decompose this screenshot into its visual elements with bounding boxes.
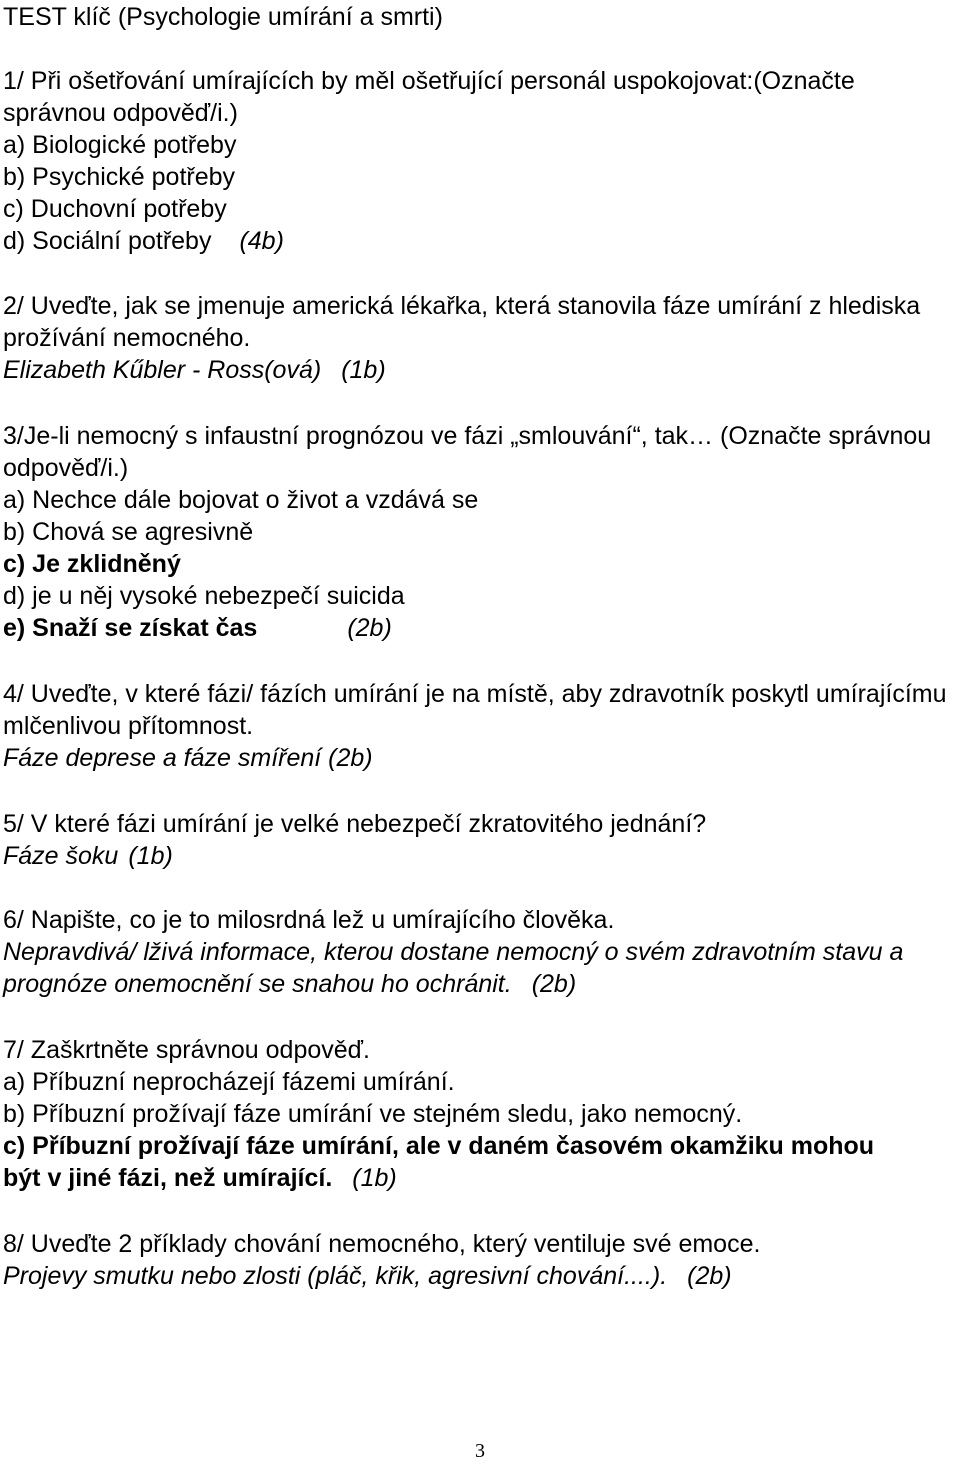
q7-option-b: b) Příbuzní prožívají fáze umírání ve stejném sledu, jako nemocný. [3, 1100, 743, 1128]
question-2 [3, 290, 953, 386]
q2-answer: Elizabeth Kűbler - Ross(ová) [3, 356, 322, 384]
q4-answer: Fáze deprese a fáze smíření [3, 744, 322, 772]
q1-option-b: b) Psychické potřeby [3, 163, 236, 191]
question-3 [3, 420, 953, 644]
q1-option-c: c) Duchovní potřeby [3, 195, 227, 223]
q7-option-c-row [3, 1130, 903, 1194]
question-6-text: 6/ Napište, co je to milosrdná lež u umírajícího člověka. [3, 906, 615, 934]
q3-option-c: c) Je zklidněný [3, 550, 181, 578]
q6-answer-row [3, 936, 933, 1000]
q4-answer-row [3, 742, 953, 774]
q3-option-a: a) Nechce dále bojovat o život a vzdává se [3, 486, 479, 514]
q7-option-a: a) Příbuzní neprocházejí fázemi umírání. [3, 1068, 455, 1096]
q7-option-c: c) Příbuzní prožívají fáze umírání, ale v daném časovém okamžiku mohou být v jiné fázi, než umírající. [3, 1132, 875, 1192]
q7-points: (1b) [352, 1164, 397, 1192]
q8-answer: Projevy smutku nebo zlosti (pláč, křik, agresivní chování....). [3, 1262, 668, 1290]
q3-option-e-row [3, 612, 953, 644]
document-title: TEST klíč (Psychologie umírání a smrti) [3, 3, 443, 31]
q1-option-a: a) Biologické potřeby [3, 131, 237, 159]
question-7-text: 7/ Zaškrtněte správnou odpověď. [3, 1036, 370, 1064]
q5-answer: Fáze šoku [3, 842, 119, 870]
question-3-text: 3/Je-li nemocný s infaustní prognózou ve fázi „smlouvání“, tak… (Označte správnou odpověď/i.) [3, 422, 932, 482]
question-8 [3, 1228, 953, 1292]
q6-answer: Nepravdivá/ lživá informace, kterou dostane nemocný o svém zdravotním stavu a prognóze onemocnění se snahou ho ochránit. [3, 938, 904, 998]
q1-option-d: d) Sociální potřeby [3, 227, 212, 255]
question-8-text: 8/ Uveďte 2 příklady chování nemocného, který ventiluje své emoce. [3, 1230, 761, 1258]
question-5 [3, 808, 953, 872]
q3-option-b: b) Chová se agresivně [3, 518, 254, 546]
question-7 [3, 1034, 953, 1194]
q1-points: (4b) [239, 227, 284, 255]
q6-points: (2b) [531, 970, 577, 998]
q1-option-d-row [3, 225, 953, 257]
question-4-text: 4/ Uveďte, v které fázi/ fázích umírání je na místě, aby zdravotník poskytl umírajícímu mlčenlivou přítomnost. [3, 680, 947, 740]
question-2-text: 2/ Uveďte, jak se jmenuje americká lékařka, která stanovila fáze umírání z hlediska prožívání nemocného. [3, 292, 921, 352]
q8-points: (2b) [687, 1262, 732, 1290]
q3-option-d: d) je u něj vysoké nebezpečí suicida [3, 582, 405, 610]
q8-answer-row [3, 1260, 953, 1292]
question-5-text: 5/ V které fázi umírání je velké nebezpečí zkratovitého jednání? [3, 810, 707, 838]
page-number: 3 [475, 1440, 485, 1462]
question-6 [3, 904, 953, 1000]
question-1-text: 1/ Při ošetřování umírajících by měl ošetřující personál uspokojovat:(Označte správnou odpověď/i.) [3, 67, 855, 127]
q2-answer-row [3, 354, 953, 386]
q4-points: (2b) [328, 744, 373, 772]
question-4 [3, 678, 953, 774]
question-1 [3, 65, 953, 257]
q3-option-e: e) Snaží se získat čas [3, 614, 258, 642]
q2-points: (1b) [341, 356, 386, 384]
q3-points: (2b) [347, 614, 392, 642]
q5-points: (1b) [128, 842, 173, 870]
q5-answer-row [3, 840, 953, 872]
